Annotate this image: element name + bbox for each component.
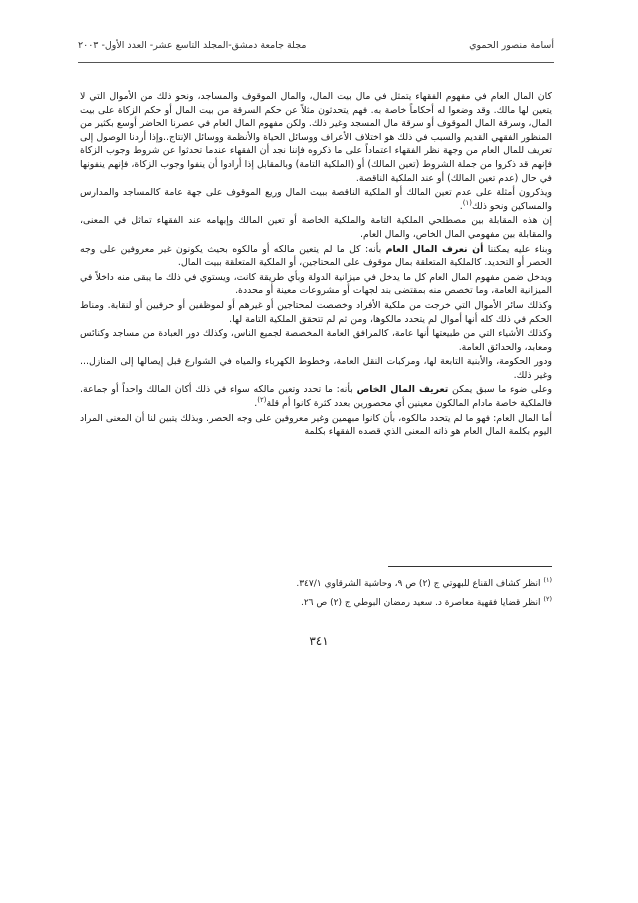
paragraph: وعلى ضوء ما سبق يمكن تعريف المال الخاص بأنه: ما تحدد وتعين مالكه سواء في ذلك أكان المالك واحداً أو جماعة. فالملكية خاصة مادام المالكون معينين أي محصورين بعدد كثرة كانوا أم قلة$^{(٢)}$. — [80, 384, 553, 410]
definition-term: تعريف المال الخاص — [356, 384, 449, 396]
paragraph: كان المال العام في مفهوم الفقهاء يتمثل في مال بيت المال، والمال الموقوف والمساجد، ونحو ذلك من الأموال التي لا يتعين لها مالك. وقد وضعوا له أحكاماً خاصة به. فهم يتحدثون مثلاً عن حكم السرقة من بيت المال أو حكم الزكاة على بيت المال، وسرقة المال الموقوف أو سرقة مال المسجد وغير ذلك. ولكن مفهوم المال العام في عصرنا الحاضر أوسع بكثير من المنظور الفقهي القديم والسبب في ذلك هو اختلاف الأعراف ووسائل الحياة والأنظمة ووسائل الإنتاج..وإذا أردنا الوصول إلى تعريف للمال العام من وجهة نظر الفقهاء اعتماداً على ما ذكروه فإننا نجد أن الفقهاء عندما تحدثوا عن شروط وجوب الزكاة فإنهم قد ذكروا من جملة الشروط (تعين المالك) أو (الملكية التامة) وبالمقابل إذا أرادوا أن ينفوا وجوب الزكاة، فإنهم ينفونها في حال (عدم تعين المالك) أو عند الملكية الناقصة. — [80, 91, 552, 184]
paragraph: وكذلك الأشياء التي من طبيعتها أنها عامة، كالمرافق العامة المخصصة لجميع الناس، وكذلك دور العبادة من مساجد وكنائس ومعابد، والحدائق العامة. — [80, 328, 552, 353]
header-journal-info: مجلة جامعة دمشق-المجلد التاسع عشر- العدد الأول- ٢٠٠٣ — [78, 40, 307, 51]
footnote-rule — [388, 566, 552, 567]
definition-term: أن نعرف المال العام — [385, 243, 484, 255]
header-rule — [78, 62, 554, 63]
footnote-item — [80, 592, 552, 611]
paragraph: إن هذه المقابلة بين مصطلحي الملكية التامة والملكية الخاصة أو تعين المالك وإبهامه عند الفقهاء تماثل في المعنى، والمقابلة بين مفهومي المال الخاص، والمال العام. — [80, 215, 552, 240]
footnote-number: (٢) — [543, 595, 552, 603]
footnote-ref[interactable]: (١) — [462, 198, 473, 207]
footnote-number: (١) — [543, 576, 552, 584]
paragraph: وبناء عليه يمكننا أن نعرف المال العام بأنه: كل ما لم يتعين مالكه أو مالكوه بحيث يكونون غير معروفين على وجه الحصر أو التحديد. كالملكية المتعلقة بمال موقوف على المحتاجين، أو الملكية المتعلقة ببيت المال. — [80, 243, 552, 269]
header-author: أسامة منصور الحموي — [469, 40, 554, 51]
footnote-text: انظر كشاف القناع للبهوتي ج (٢) ص ٩، وحاشية الشرقاوي ٣٤٧/١. — [296, 579, 541, 589]
article-body — [80, 90, 552, 440]
paragraph: ويذكرون أمثلة على عدم تعين المالك أو الملكية الناقصة ببيت المال وريع الموقوف على جهة عامة كالمساجد والمدارس والمساكين ونحو ذلك$^{(١)}$. — [80, 187, 552, 212]
running-header — [78, 40, 554, 51]
paragraph: ويدخل ضمن مفهوم المال العام كل ما يدخل في ميزانية الدولة وبأي طريقة كانت، ويستوي في ذلك ما يبقى منه داخلاً في الميزانية العامة، وما تخصص منه بمقتضى بند لجهات أو مشروعات معينة أو محددة. — [80, 271, 552, 297]
paragraph: ودور الحكومة، والأبنية التابعة لها، ومركبات النقل العامة، وخطوط الكهرباء والمياه في الشوارع قبل إيصالها إلى المنازل... وغير ذلك. — [80, 356, 552, 381]
paragraph: وكذلك سائر الأموال التي خرجت من ملكية الأفراد وخصصت لمحتاجين أو غيرهم أو لموظفين أو حرفيين أو لنقابة. ومناط الحكم في ذلك كله أنها أموال لم يتحدد مالكوها، ومن ثم لم تتحقق الملكية التامة لها. — [80, 299, 552, 325]
footnote-ref[interactable]: (٢) — [257, 395, 267, 404]
footnote-text: انظر قضايا فقهية معاصرة د. سعيد رمضان البوطي ج (٢) ص ٢٦. — [300, 598, 541, 608]
paragraph: أما المال العام: فهو ما لم يتحدد مالكوه، بأن كانوا مبهمين وغير معروفين على وجه الحصر. وبذلك يتبين لنا أن المعنى المراد اليوم بكلمة المال العام هو ذاته المعنى الذي قصده الفقهاء بكلمة — [80, 412, 552, 438]
footnote-item — [80, 573, 552, 592]
footnotes — [80, 573, 552, 611]
page-number: ٣٤١ — [309, 634, 329, 648]
